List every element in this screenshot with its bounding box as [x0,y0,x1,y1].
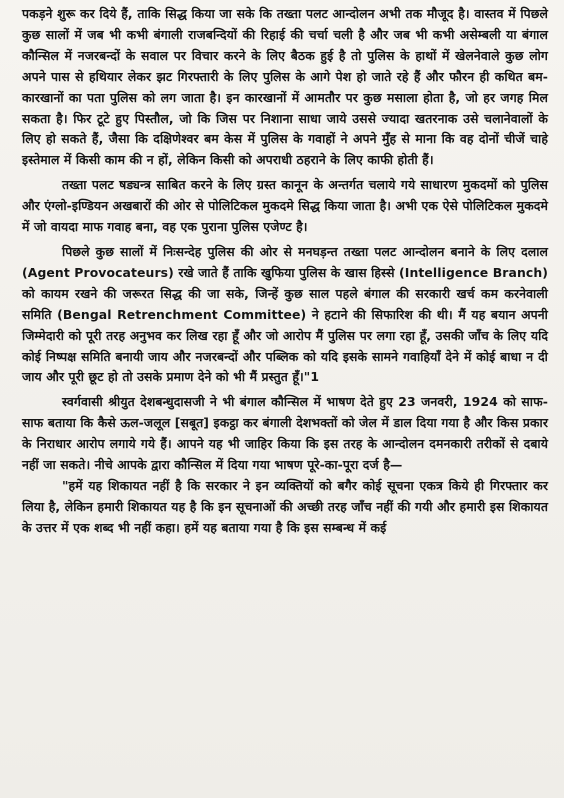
paragraph-5-quote: "हमें यह शिकायत नहीं है कि सरकार ने इन व्यक्तियों को बगैर कोई सूचना एकत्र किये ही गिरफ्तार कर लिया है, लेकिन हमारी शिकायत यह है कि इन सूचनाओं की अच्छी तरह जाँच नहीं की गयी और हमारी इस शिकायत के उत्तर में एक शब्द भी नहीं कहा। हमें यह बताया गया है कि इस सम्बन्ध में कई [22,477,548,535]
paragraph-4: स्वर्गवासी श्रीयुत देशबन्धुदासजी ने भी बंगाल कौन्सिल में भाषण देते हुए 23 जनवरी, 1924 को साफ-साफ बताया कि कैसे ऊल-जलूल [सबूत] इकट्ठा कर बंगाली देशभक्तों को जेल में डाल दिया गया है और किस प्रकार के निराधार आरोप लगाये गये हैं। आपने यह भी जाहिर किया कि इस तरह के आन्दोलन दमनकारी तरीकों से दबाये नहीं जा सकते। नीचे आपके द्वारा कौन्सिल में दिया गया भाषण पूरे-का-पूरा दर्ज है— [22,394,548,473]
paragraph-3: पिछले कुछ सालों में निःसन्देह पुलिस की ओर से मनघड़न्त तख्ता पलट आन्दोलन बनाने के लिए दलाल (Agent Provocateurs) रखे जाते हैं ताकि खुफिया पुलिस के खास हिस्से (Intelligence Branch) को कायम रखने की जरूरत सिद्ध की जा सके, जिन्हें कुछ साल पहले बंगाल की सरकारी खर्च कम करनेवाली समिति (Bengal Retrenchment Committee) ने हटाने की सिफारिश की थी। मैं यह बयान अपनी जिम्मेदारी को पूरी तरह अनुभव कर लिख रहा हूँ और जो आरोप मैं पुलिस पर लगा रहा हूँ, उसकी जाँच के लिए यदि कोई निष्पक्ष समिति बनायी जाय और नजरबन्दों और पब्लिक को यदि इसके सामने गवाहियाँ देने में कोई बाधा न दी जाय और पूरी छूट हो तो उसके प्रमाण देने को भी मैं प्रस्तुत हूँ।"1 [22,243,548,385]
paragraph-1: पकड़ने शुरू कर दिये हैं, ताकि सिद्ध किया जा सके कि तख्ता पलट आन्दोलन अभी तक मौजूद है। वास्तव में पिछले कुछ सालों में जब भी कभी बंगाली राजबन्दियों की रिहाई की चर्चा चली है और जब भी कभी असेम्बली या बंगाल कौन्सिल में नजरबन्दों के सवाल पर विचार करने के लिए बैठक हुई है तो पुलिस के हाथों में खेलनेवाले कुछ लोग अपने पास से हथियार लेकर झट गिरफ्तारी के लिए पुलिस के आगे पेश हो जाते रहे हैं और फौरन ही कथित बम-कारखानों का पता पुलिस को लग जाता है। इन कारखानों में आमतौर पर कुछ मसाला होता है, जो हर जगह मिल सकता है। फिर टूटे हुए पिस्तौल, जो कि जिस पर निशाना साधा जाये उससे ज्यादा खतरनाक उसे चलानेवालों के लिए हो सकते हैं, जैसा कि दक्षिणेश्वर बम केस में पुलिस के गवाहों ने अपने मुँह से माना कि वह दोनों चीजें चाहे इस्तेमाल में किसी काम की न हों, लेकिन किसी को अपराधी ठहराने के लिए काफी होती हैं। [22,6,548,168]
paragraph-2: तख्ता पलट षड्यन्त्र साबित करने के लिए ग्रस्त कानून के अन्तर्गत चलाये गये साधारण मुकदमों को पुलिस और एंग्लो-इण्डियन अखबारों की ओर से पोलिटिकल मुकदमे सिद्ध किया जाता है। अभी एक ऐसे पोलिटिकल मुकदमे में जो वायदा माफ गवाह बना, वह एक पुराना पुलिस एजेण्ट है। [22,177,548,235]
